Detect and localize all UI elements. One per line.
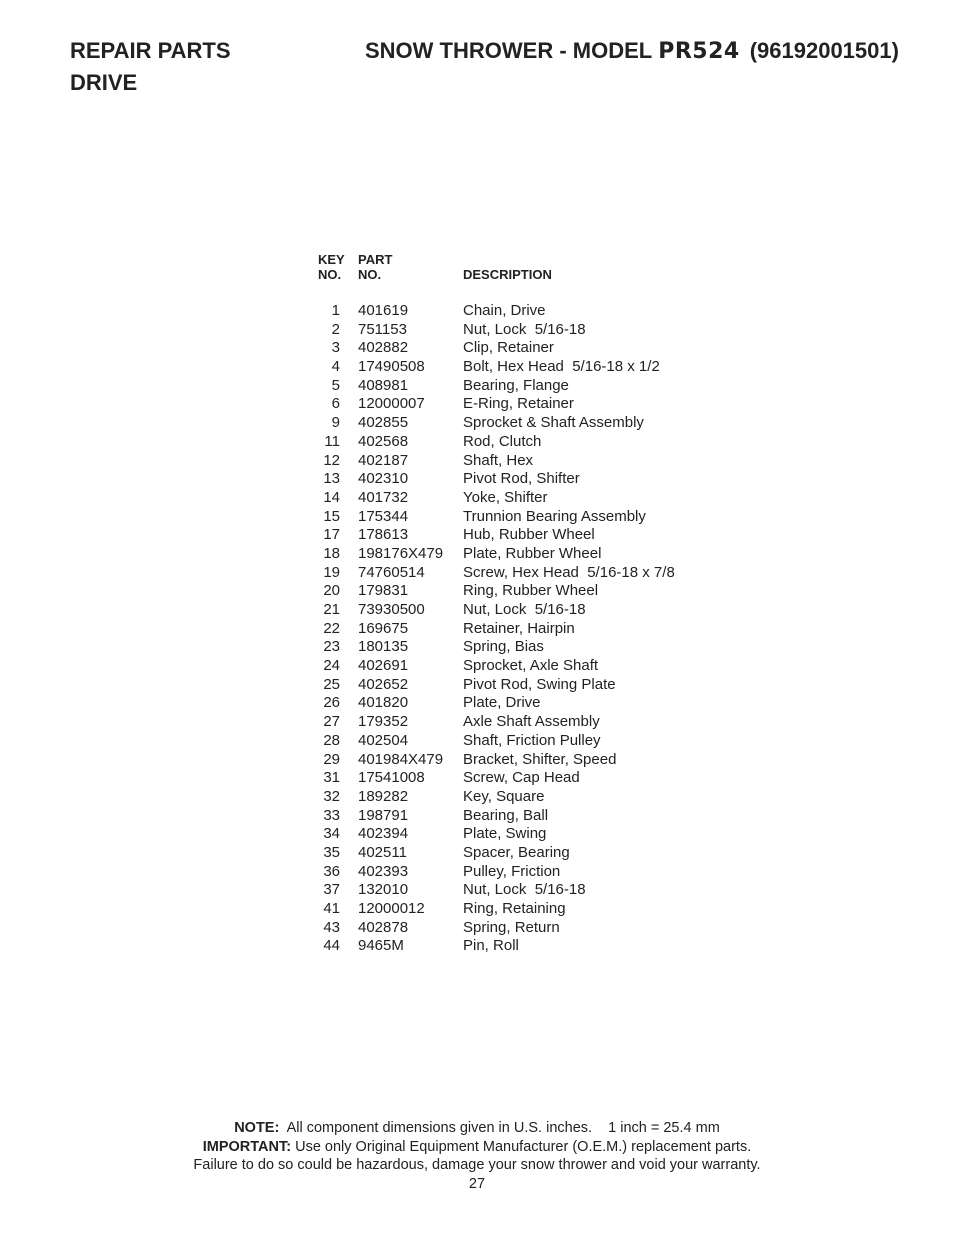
key-number: 2 <box>331 320 340 338</box>
part-description: Sprocket & Shaft Assembly <box>463 414 644 432</box>
part-number: 198176X479 <box>358 544 444 562</box>
part-description: Shaft, Hex <box>463 451 534 469</box>
part-number: 402691 <box>358 657 409 675</box>
part-description: Axle Shaft Assembly <box>463 713 600 731</box>
part-description: Pin, Roll <box>463 937 519 955</box>
part-number: 401820 <box>358 694 409 712</box>
header-right-title <box>365 38 899 65</box>
part-description: Pulley, Friction <box>463 862 561 880</box>
key-number: 26 <box>323 694 340 712</box>
part-number: 402878 <box>358 918 409 936</box>
part-number: 402652 <box>358 675 409 693</box>
key-number: 33 <box>323 806 340 824</box>
key-number: 9 <box>331 414 340 432</box>
part-description: Bearing, Flange <box>463 376 569 394</box>
part-description: Rod, Clutch <box>463 432 542 450</box>
part-number: 402393 <box>358 862 409 880</box>
part-description: Bearing, Ball <box>463 806 549 824</box>
key-number: 6 <box>331 395 340 413</box>
key-number: 23 <box>323 638 340 656</box>
part-number: 401619 <box>358 302 409 319</box>
part-description: Ring, Rubber Wheel <box>463 582 599 600</box>
key-header-line-1: KEY <box>318 252 345 267</box>
part-header-line-1: PART <box>358 252 393 267</box>
part-description: Hub, Rubber Wheel <box>463 526 595 544</box>
part-description: Key, Square <box>463 787 545 805</box>
key-number: 37 <box>323 881 340 899</box>
key-number: 27 <box>323 713 340 731</box>
key-number: 4 <box>331 358 340 376</box>
part-number: 9465M <box>358 937 404 955</box>
part-number: 132010 <box>358 881 409 899</box>
key-number: 25 <box>323 675 340 693</box>
note-text: All component dimensions given in U.S. inches. 1 inch = 25.4 mm <box>286 1120 720 1136</box>
part-number: 179352 <box>358 713 409 731</box>
part-description: Pivot Rod, Shifter <box>463 470 580 488</box>
footer-important <box>0 1138 954 1157</box>
part-number: 401984X479 <box>358 750 444 768</box>
key-number: 24 <box>323 657 340 675</box>
important-text: Use only Original Equipment Manufacturer (O.E.M.) replacement parts. <box>295 1138 752 1155</box>
key-number: 34 <box>323 825 340 843</box>
key-number: 44 <box>323 937 340 955</box>
key-number: 11 <box>324 432 340 450</box>
key-number: 41 <box>323 900 340 917</box>
part-description: Trunnion Bearing Assembly <box>463 507 646 525</box>
part-description: Spring, Return <box>463 918 560 936</box>
header-model-code: (96192001501) <box>749 38 899 63</box>
part-description: Shaft, Friction Pulley <box>463 731 601 749</box>
section-title: DRIVE <box>70 70 138 95</box>
part-number: 17490508 <box>358 358 425 376</box>
key-number: 18 <box>323 544 340 562</box>
part-number: 751153 <box>358 320 407 338</box>
part-number: 180135 <box>358 638 409 656</box>
key-number: 21 <box>323 601 340 618</box>
key-number: 17 <box>323 526 340 544</box>
note-label: NOTE: <box>234 1120 280 1136</box>
part-description: Nut, Lock 5/16-18 <box>463 881 586 899</box>
description-column-header: DESCRIPTION <box>463 267 552 282</box>
part-description: E-Ring, Retainer <box>463 395 574 413</box>
part-description: Plate, Drive <box>463 694 541 712</box>
key-number: 5 <box>331 376 340 394</box>
header-left-title: REPAIR PARTS <box>70 38 231 63</box>
part-number: 175344 <box>358 507 409 525</box>
part-description: Screw, Hex Head 5/16-18 x 7/8 <box>463 563 675 581</box>
key-number: 31 <box>323 769 340 787</box>
part-description: Sprocket, Axle Shaft <box>463 657 599 675</box>
header-model: PR524 <box>658 39 740 64</box>
key-number: 32 <box>323 787 340 805</box>
key-number: 13 <box>323 470 340 488</box>
key-number: 3 <box>331 339 340 357</box>
footer-note <box>0 1119 954 1138</box>
part-description: Retainer, Hairpin <box>463 619 575 637</box>
key-header-line-2: NO. <box>318 267 342 282</box>
part-description: Clip, Retainer <box>463 339 554 357</box>
key-number: 35 <box>323 843 340 861</box>
part-description: Nut, Lock 5/16-18 <box>463 601 586 618</box>
key-number: 14 <box>323 488 340 506</box>
part-header-line-2: NO. <box>358 267 382 282</box>
important-label: IMPORTANT: <box>202 1138 292 1155</box>
part-number: 402504 <box>358 731 409 749</box>
part-description: Nut, Lock 5/16-18 <box>463 320 586 338</box>
part-number: 74760514 <box>358 563 425 581</box>
part-number: 73930500 <box>358 601 425 618</box>
part-number: 402568 <box>358 432 409 450</box>
part-number: 17541008 <box>358 769 425 787</box>
part-number: 179831 <box>358 582 409 600</box>
part-number: 402882 <box>358 339 409 357</box>
header-prefix: SNOW THROWER - MODEL <box>365 38 653 63</box>
part-number: 198791 <box>358 806 409 824</box>
key-number: 22 <box>323 619 340 637</box>
key-column-header <box>318 252 345 282</box>
part-description: Plate, Swing <box>463 825 547 843</box>
part-number: 12000012 <box>358 900 425 917</box>
part-description: Chain, Drive <box>463 302 546 319</box>
part-column-header <box>358 252 392 282</box>
part-description: Bracket, Shifter, Speed <box>463 750 617 768</box>
part-number: 402394 <box>358 825 409 843</box>
part-number: 401732 <box>358 488 409 506</box>
key-number: 36 <box>323 862 340 880</box>
part-description: Spacer, Bearing <box>463 843 570 861</box>
part-description: Bolt, Hex Head 5/16-18 x 1/2 <box>463 358 660 376</box>
part-description: Ring, Retaining <box>463 900 566 917</box>
key-number: 1 <box>331 302 340 319</box>
key-number: 43 <box>323 918 340 936</box>
key-number: 12 <box>323 451 340 469</box>
part-description: Plate, Rubber Wheel <box>463 544 602 562</box>
key-number: 28 <box>323 731 340 749</box>
key-number: 15 <box>323 507 340 525</box>
part-number: 169675 <box>358 619 409 637</box>
part-number: 402855 <box>358 414 409 432</box>
footer-warning: Failure to do so could be hazardous, damage your snow thrower and void your warranty. <box>193 1157 761 1174</box>
part-number: 178613 <box>358 526 409 544</box>
key-number: 29 <box>323 750 340 768</box>
key-number: 20 <box>323 582 340 600</box>
part-description: Screw, Cap Head <box>463 769 580 787</box>
part-number: 189282 <box>358 787 409 805</box>
part-number: 408981 <box>358 376 409 394</box>
part-number: 402511 <box>358 843 407 861</box>
key-number: 19 <box>323 563 340 581</box>
part-number: 402310 <box>358 470 409 488</box>
part-number: 402187 <box>358 451 409 469</box>
part-number: 12000007 <box>358 395 425 413</box>
part-description: Yoke, Shifter <box>463 488 548 506</box>
part-description: Spring, Bias <box>463 638 544 656</box>
page-number: 27 <box>468 1175 486 1192</box>
footer <box>0 1119 954 1193</box>
part-description: Pivot Rod, Swing Plate <box>463 675 616 693</box>
